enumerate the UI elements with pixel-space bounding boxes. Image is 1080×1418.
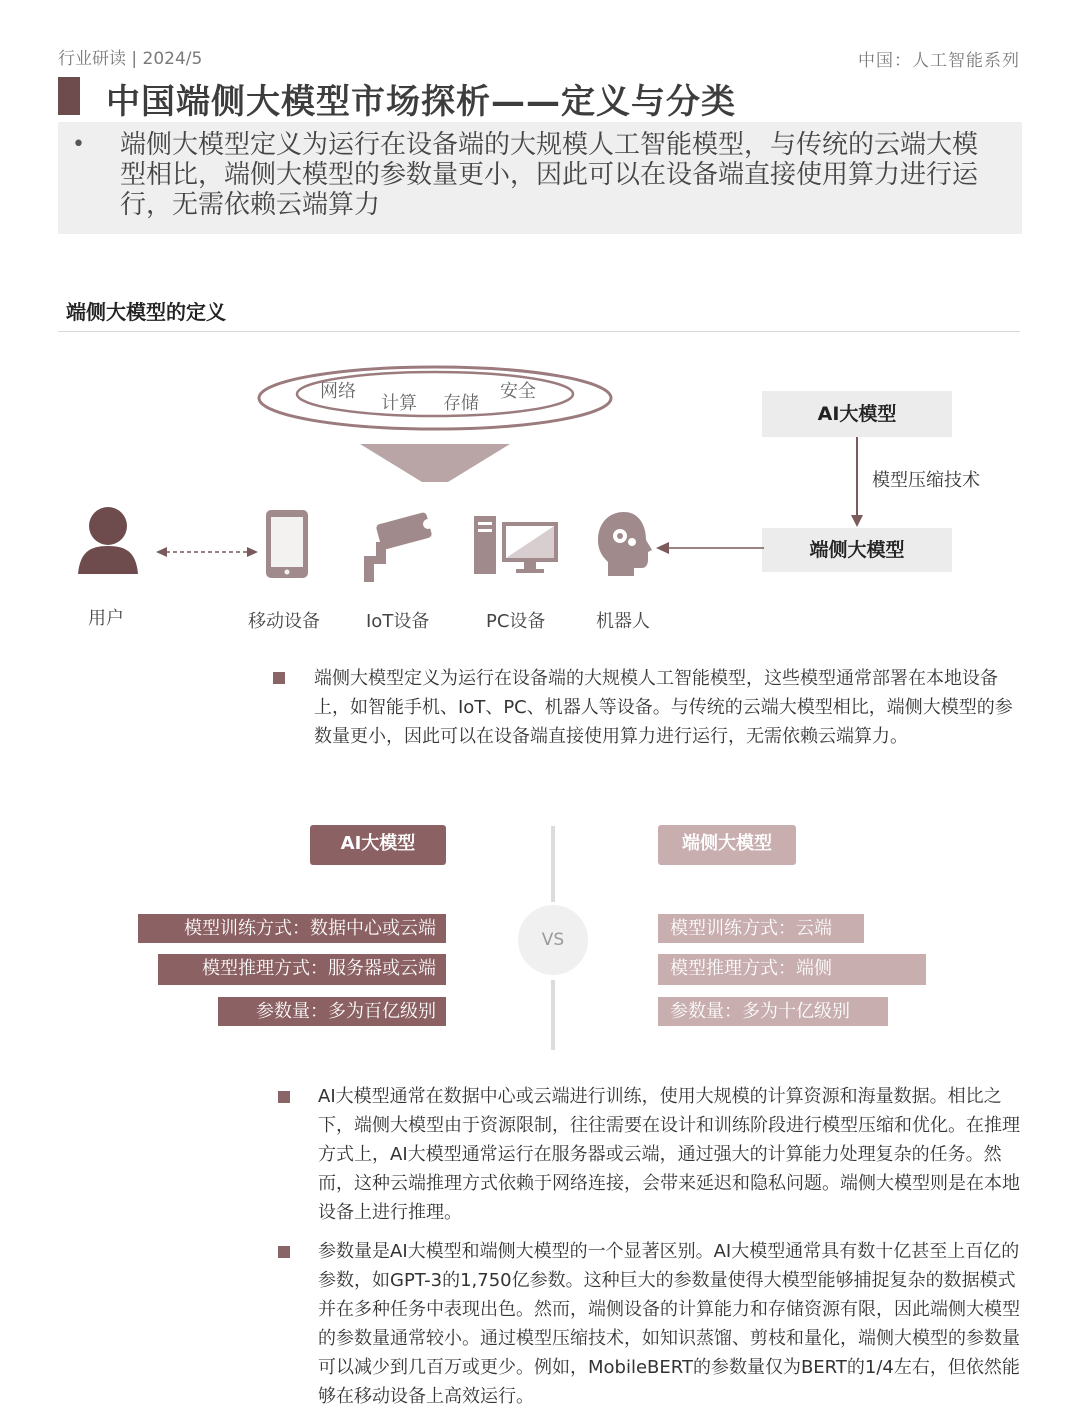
section-title: 端侧大模型的定义	[66, 300, 226, 324]
funnel-arrow	[360, 444, 510, 482]
device-label-mobile: 移动设备	[248, 611, 320, 632]
device-label-robot: 机器人	[596, 611, 650, 632]
ellipse-word-storage: 存储	[443, 393, 479, 414]
edge-params-bar: 参数量：多为十亿级别	[658, 997, 888, 1026]
outer-ring	[259, 367, 611, 429]
ai-params-bar: 参数量：多为百亿级别	[218, 997, 446, 1026]
resource-ellipse-diagram	[250, 360, 620, 490]
edge-inference-bar: 模型推理方式：端侧	[658, 954, 926, 985]
summary-bullet: •	[72, 132, 85, 157]
pc-icon	[472, 514, 560, 576]
mobile-device-icon	[264, 508, 312, 580]
ellipse-word-security: 安全	[500, 381, 536, 402]
device-label-iot: IoT设备	[366, 611, 430, 632]
ai-training-bar: 模型训练方式：数据中心或云端	[138, 914, 446, 943]
para3-bullet	[278, 1246, 290, 1258]
definition-paragraph: 端侧大模型定义为运行在设备端的大规模人工智能模型，这些模型通常部署在本地设备上，如智能手机、IoT、PC、机器人等设备。与传统的云端大模型相比，端侧大模型的参数量更小，因此可以在设备端直接使用算力进行运行，无需依赖云端算力。	[314, 668, 1013, 747]
title-accent-bar	[58, 77, 80, 115]
parameter-paragraph: 参数量是AI大模型和端侧大模型的一个显著区别。AI大模型通常具有数十亿甚至上百亿的参数，如GPT-3的1,750亿参数。这种巨大的参数量使得大模型能够捕捉复杂的数据模式并在多种任务中表现出色。然而，端侧设备的计算能力和存储资源有限，因此端侧大模型的参数量通常较小。通过模型压缩技术，如知识蒸馏、剪枝和量化，端侧大模型的参数量可以减少到几百万或更少。例如，MobileBERT的参数量仅为BERT的1/4左右，但依然能够在移动设备上高效运行。	[318, 1241, 1020, 1407]
header-series: 中国：人工智能系列	[858, 51, 1020, 71]
header-date: 行业研读 | 2024/5	[58, 49, 203, 69]
ai-model-box: AI大模型	[762, 391, 952, 437]
device-label-user: 用户	[88, 608, 124, 629]
training-inference-paragraph: AI大模型通常在数据中心或云端进行训练，使用大规模的计算资源和海量数据。相比之下，端侧大模型由于资源限制，往往需要在设计和训练阶段进行模型压缩和优化。在推理方式上，AI大模型通常运行在服务器或云端，通过强大的计算能力处理复杂的任务。然而，这种云端推理方式依赖于网络连接，会带来延迟和隐私问题。端侧大模型则是在本地设备上进行推理。	[318, 1086, 1020, 1223]
para1-bullet	[273, 672, 285, 684]
user-device-arrow	[156, 545, 258, 559]
edge-training-bar: 模型训练方式：云端	[658, 914, 864, 943]
ellipse-word-network: 网络	[320, 381, 356, 402]
para2-bullet	[278, 1091, 290, 1103]
camera-icon	[360, 512, 436, 582]
ai-inference-bar: 模型推理方式：服务器或云端	[158, 954, 446, 985]
user-icon	[76, 506, 140, 576]
ellipse-word-compute: 计算	[381, 393, 417, 414]
vs-divider-top	[551, 826, 555, 902]
compare-title-ai-model: AI大模型	[310, 825, 446, 865]
vs-circle: VS	[518, 905, 588, 975]
robot-head-icon	[596, 510, 654, 578]
vs-divider-bottom	[551, 980, 555, 1050]
device-label-pc: PC设备	[486, 611, 546, 632]
deploy-arrow	[656, 541, 764, 555]
section-divider	[58, 331, 1020, 332]
compress-arrow	[850, 437, 864, 529]
compare-title-edge-model: 端侧大模型	[658, 825, 796, 865]
compress-label: 模型压缩技术	[872, 470, 980, 491]
summary-text: 端侧大模型定义为运行在设备端的大规模人工智能模型，与传统的云端大模型相比，端侧大模型的参数量更小，因此可以在设备端直接使用算力进行运行，无需依赖云端算力	[120, 130, 979, 220]
edge-model-box: 端侧大模型	[762, 528, 952, 572]
page-title: 中国端侧大模型市场探析——定义与分类	[106, 82, 736, 122]
